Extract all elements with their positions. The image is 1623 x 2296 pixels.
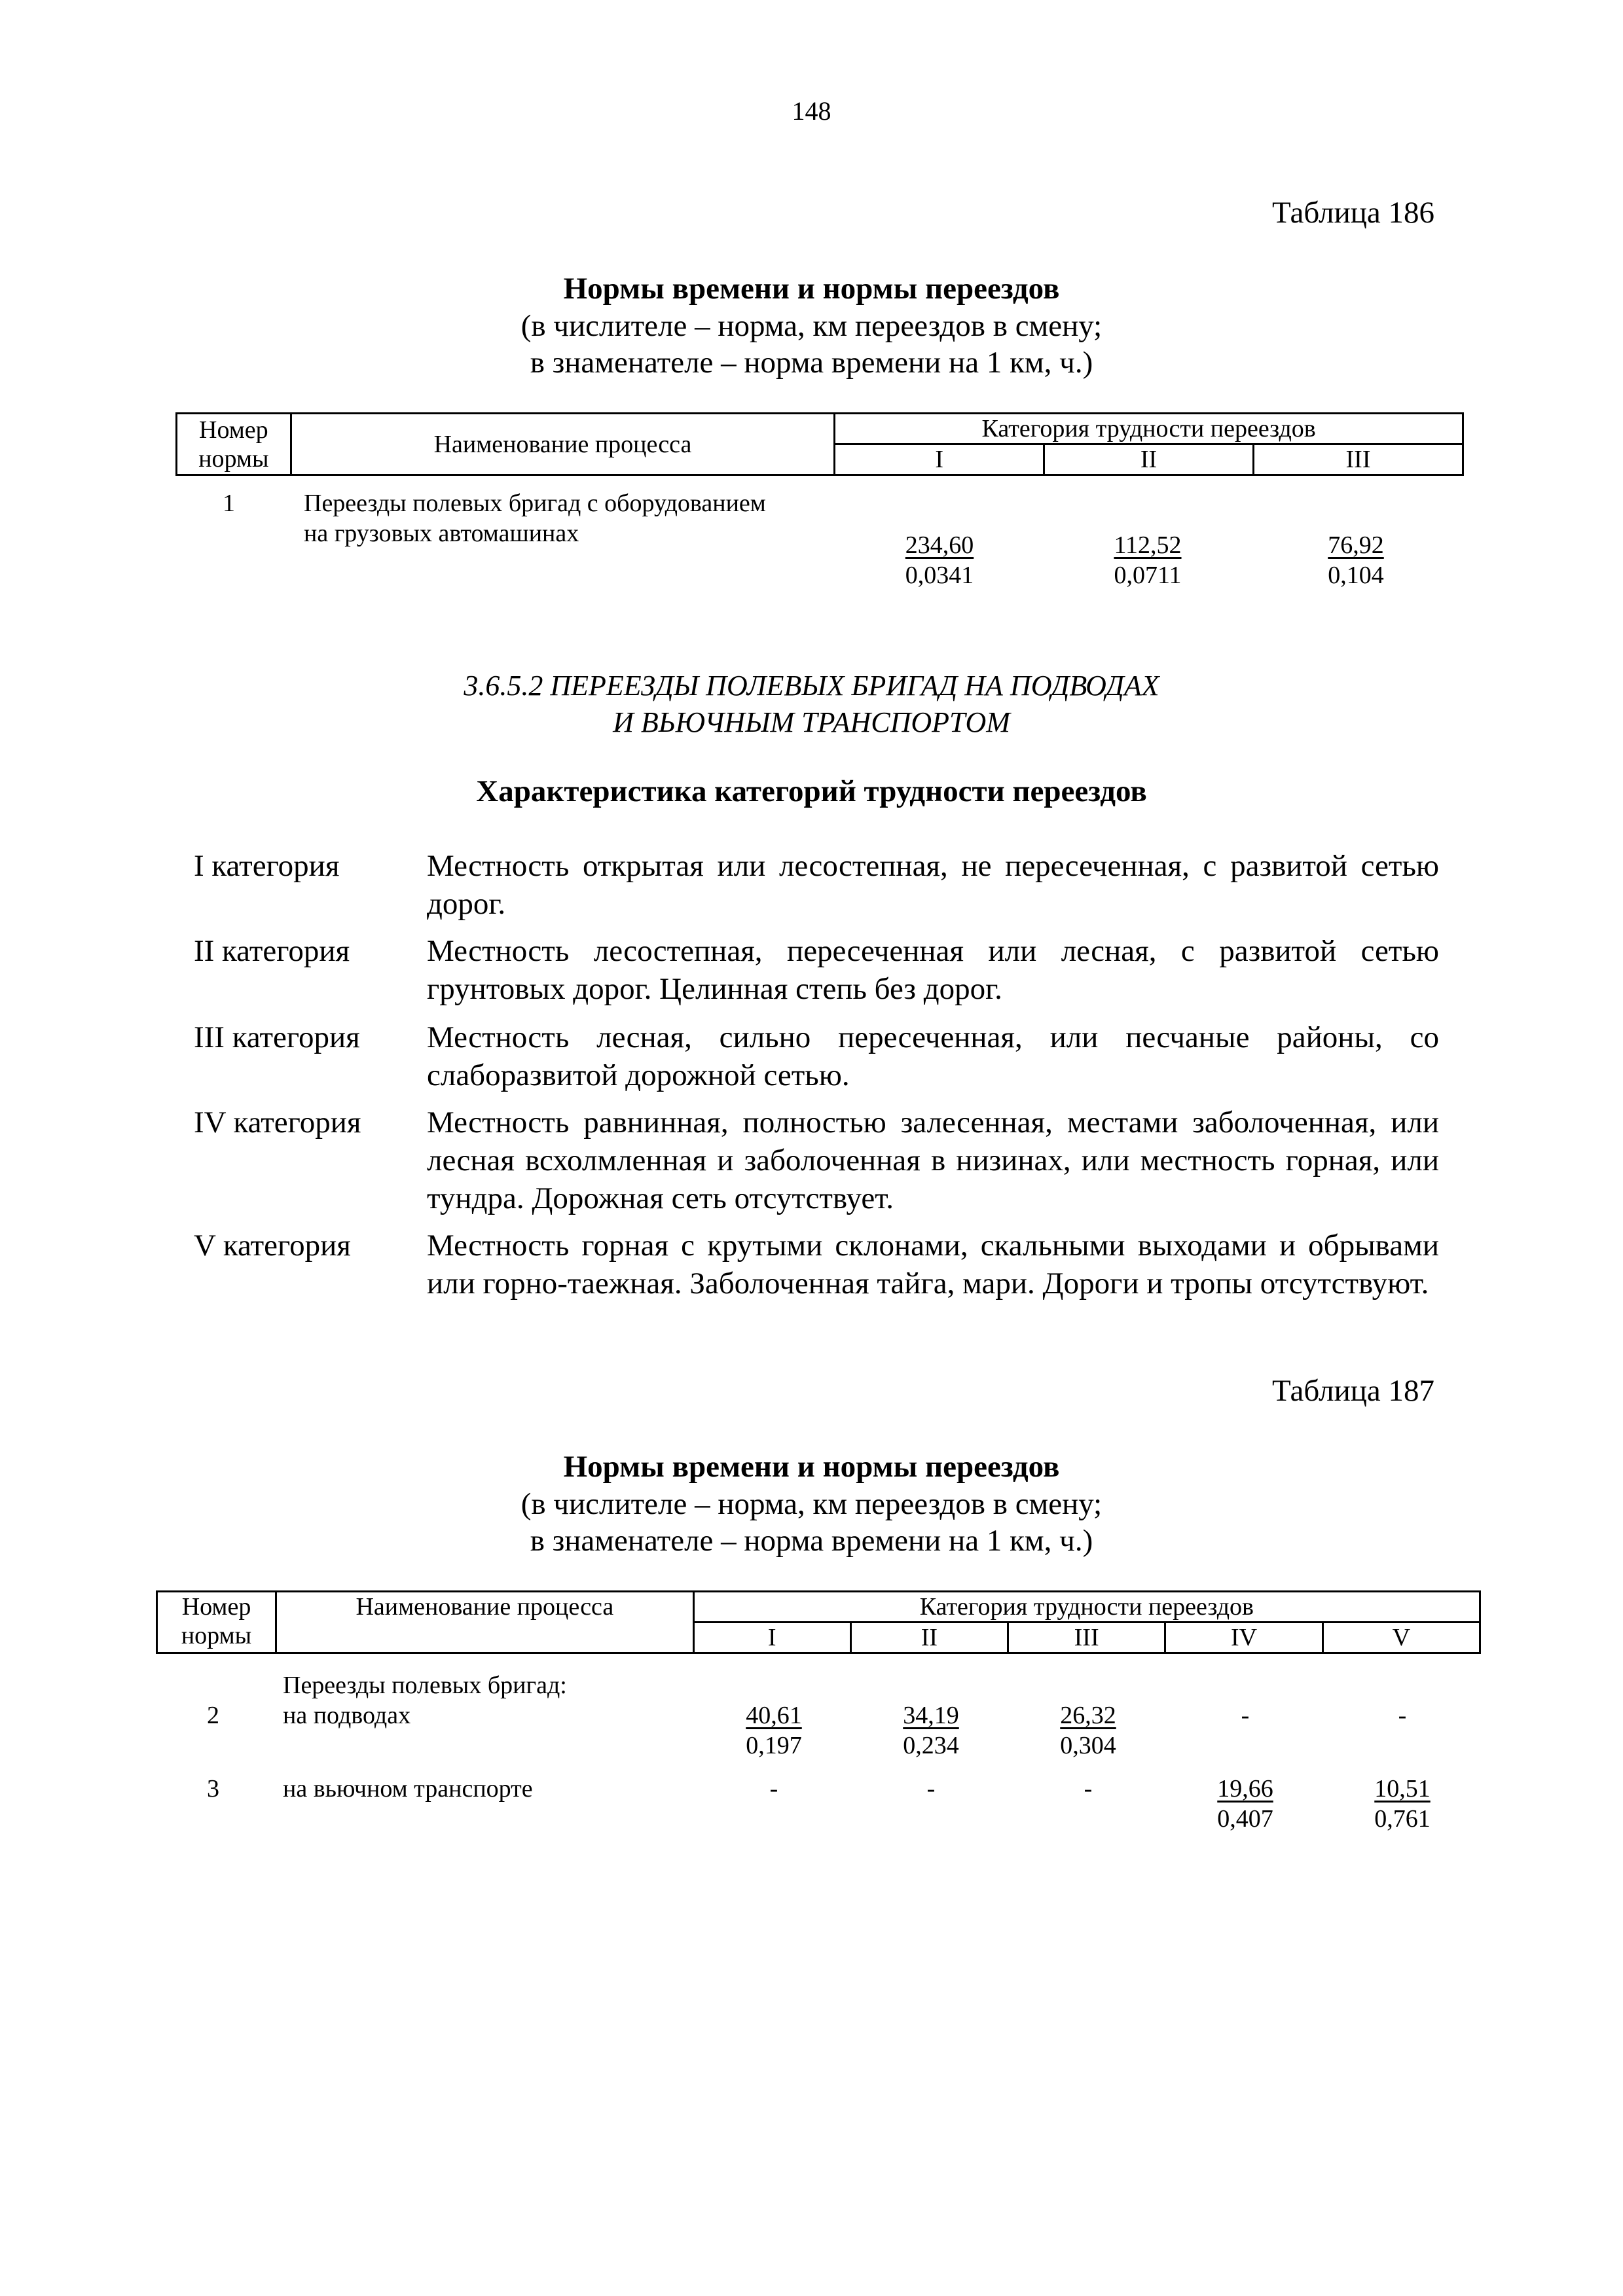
header-category: Категория трудности переездов [693,1592,1480,1623]
header-process-name: Наименование процесса [276,1592,694,1653]
category-4-text: Местность равнинная, полностью залесенная, местами заболоченная, или лесная всхолмленная и заболоченная в низинах, или местность горная, или тундра. Дорожная сеть отсутствует. [427,1105,1439,1215]
table-186-value-cat2: $\frac{112,52}{0,0711}$ [1114,531,1182,589]
section-heading-line2: И ВЬЮЧНЫМ ТРАНСПОРТОМ [613,706,1010,738]
category-5-label: V категория [194,1229,351,1263]
table-186-subtitle-1: (в числителе – норма, км переездов в смену; [520,309,1103,343]
table-row-number: 3 [207,1775,219,1803]
table-187-header [156,1590,1481,1654]
category-5-text: Местность горная с крутыми склонами, скальными выходами и обрывами или горно-таежная. Заболоченная тайга, мари. Дороги и тропы отсутствуют. [427,1229,1439,1300]
table-row-process: на подводах [283,1702,411,1729]
table-187-r3-cat1: - [769,1775,778,1803]
category-4-label: IV категория [194,1105,361,1139]
table-186-value-cat3: $\frac{76,92}{0,104}$ [1328,531,1384,589]
table-187-r2-cat2: $\frac{34,19}{0,234}$ [903,1702,959,1759]
table-group-label: Переезды полевых бригад: [283,1672,567,1699]
category-1-label: I категория [194,849,340,883]
table-187-r3-cat5: $\frac{10,51}{0,761}$ [1374,1775,1431,1833]
page-number: 148 [792,96,831,126]
table-187-subtitle-2: в знаменателе – норма времени на 1 км, ч.) [530,1524,1093,1558]
section-heading-line1: 3.6.5.2 ПЕРЕЕЗДЫ ПОЛЕВЫХ БРИГАД НА ПОДВОДАХ [464,670,1159,702]
table-187-r3-cat3: - [1084,1775,1093,1803]
table-row-number: 1 [223,490,235,517]
table-187-r2-cat3: $\frac{26,32}{0,304}$ [1060,1702,1116,1759]
table-187-r2-cat5: - [1398,1702,1407,1729]
table-186-label: Таблица 186 [1271,196,1434,230]
header-category-1: I [693,1623,850,1653]
category-3-text: Местность лесная, сильно пересеченная, или песчаные районы, со слаборазвитой дорожной сетью. [427,1020,1439,1092]
characteristics-title: Характеристика категорий трудности переездов [476,774,1147,808]
header-category-3: III [1008,1623,1165,1653]
table-row-number: 2 [207,1702,219,1729]
header-category-1: I [835,444,1044,475]
table-187-r2-cat4: - [1241,1702,1250,1729]
table-186-subtitle-2: в знаменателе – норма времени на 1 км, ч.) [530,346,1093,380]
table-187-r2-cat1: $\frac{40,61}{0,197}$ [746,1702,802,1759]
table-187-subtitle-1: (в числителе – норма, км переездов в смену; [520,1487,1103,1521]
table-187-label: Таблица 187 [1271,1374,1434,1408]
header-category-2: II [1044,444,1254,475]
table-row-process-line1: Переезды полевых бригад с оборудованием [304,490,766,517]
table-187-title: Нормы времени и нормы переездов [563,1450,1060,1484]
header-category-2: II [850,1623,1008,1653]
header-norm-number: Номер нормы [177,414,291,475]
header-category-5: V [1322,1623,1480,1653]
table-186-title: Нормы времени и нормы переездов [563,272,1060,306]
category-2-text: Местность лесостепная, пересеченная или лесная, с развитой сетью грунтовых дорог. Целинная степь без дорог. [427,934,1439,1006]
category-1-text: Местность открытая или лесостепная, не пересеченная, с развитой сетью дорог. [427,849,1439,921]
table-187-r3-cat2: - [926,1775,936,1803]
header-category-4: IV [1165,1623,1322,1653]
category-3-label: III категория [194,1020,360,1054]
header-category: Категория трудности переездов [835,414,1463,444]
table-186-value-cat1: $\frac{234,60}{0,0341}$ [905,531,974,589]
header-process-name: Наименование процесса [291,414,835,475]
table-186-header [175,412,1464,476]
table-row-process-line2: на грузовых автомашинах [304,520,579,547]
header-category-3: III [1254,444,1463,475]
table-row-process: на вьючном транспорте [283,1775,533,1803]
table-187-r3-cat4: $\frac{19,66}{0,407}$ [1217,1775,1273,1833]
header-norm-number: Номер нормы [157,1592,276,1653]
category-2-label: II категория [194,934,350,968]
